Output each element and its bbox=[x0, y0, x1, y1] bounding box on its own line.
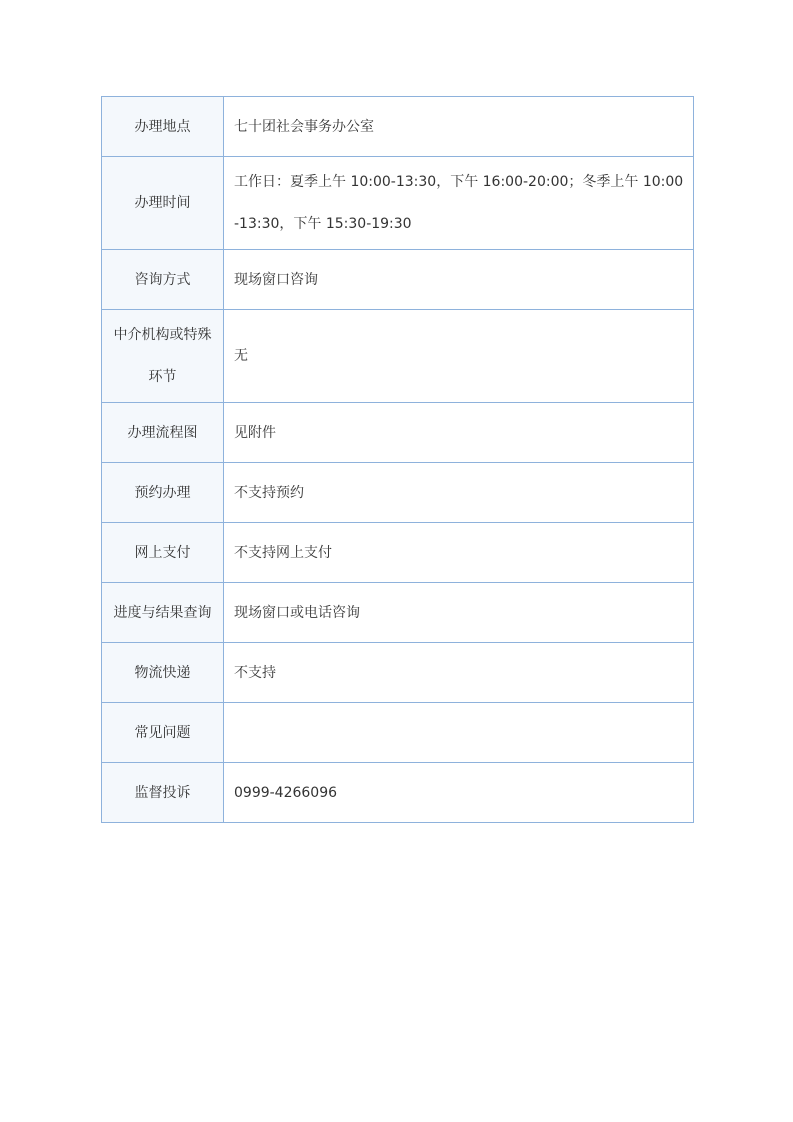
row-value: 无 bbox=[224, 310, 694, 403]
row-value: 现场窗口或电话咨询 bbox=[224, 583, 694, 643]
row-label: 中介机构或特殊环节 bbox=[102, 310, 224, 403]
row-value: 现场窗口咨询 bbox=[224, 250, 694, 310]
row-label: 网上支付 bbox=[102, 523, 224, 583]
row-label: 办理时间 bbox=[102, 157, 224, 250]
row-complaint bbox=[102, 763, 694, 823]
row-progress-query bbox=[102, 583, 694, 643]
row-online-payment bbox=[102, 523, 694, 583]
row-label: 常见问题 bbox=[102, 703, 224, 763]
row-location bbox=[102, 97, 694, 157]
row-value: 不支持网上支付 bbox=[224, 523, 694, 583]
row-value: 工作日：夏季上午 10:00-13:30，下午 16:00-20:00；冬季上午 10:00-13:30，下午 15:30-19:30 bbox=[224, 157, 694, 250]
row-label: 监督投诉 bbox=[102, 763, 224, 823]
row-value bbox=[224, 703, 694, 763]
row-value: 见附件 bbox=[224, 403, 694, 463]
row-intermediary bbox=[102, 310, 694, 403]
row-label: 办理流程图 bbox=[102, 403, 224, 463]
row-value: 不支持预约 bbox=[224, 463, 694, 523]
row-label: 办理地点 bbox=[102, 97, 224, 157]
row-value: 0999-4266096 bbox=[224, 763, 694, 823]
row-value: 七十团社会事务办公室 bbox=[224, 97, 694, 157]
row-value: 不支持 bbox=[224, 643, 694, 703]
service-info-table bbox=[101, 96, 694, 823]
row-appointment bbox=[102, 463, 694, 523]
row-label: 预约办理 bbox=[102, 463, 224, 523]
row-label: 物流快递 bbox=[102, 643, 224, 703]
row-flowchart bbox=[102, 403, 694, 463]
row-label: 咨询方式 bbox=[102, 250, 224, 310]
row-faq bbox=[102, 703, 694, 763]
row-delivery bbox=[102, 643, 694, 703]
row-label: 进度与结果查询 bbox=[102, 583, 224, 643]
row-hours bbox=[102, 157, 694, 250]
row-consultation bbox=[102, 250, 694, 310]
